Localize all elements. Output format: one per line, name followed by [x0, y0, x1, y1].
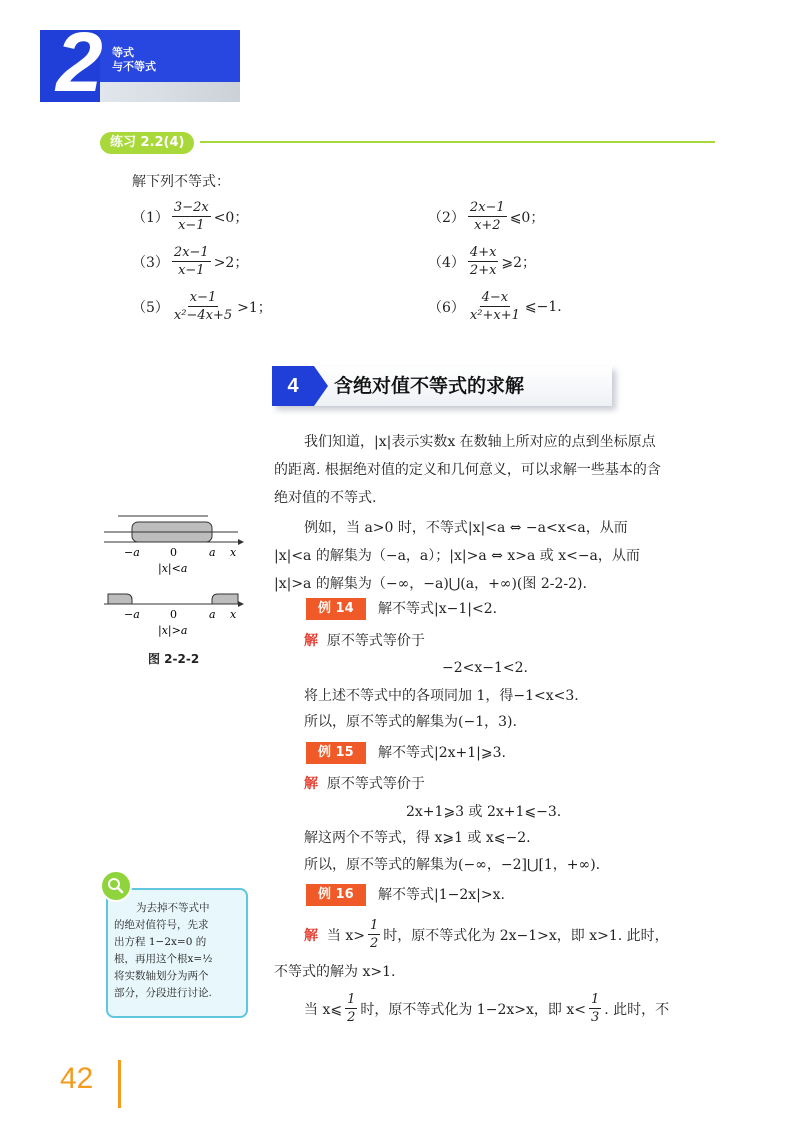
solution-line: 2x+1⩾3 或 2x+1⩽−3. [406, 804, 562, 820]
number-line-figure [104, 508, 252, 638]
solution-line: −2<x−1<2. [442, 660, 528, 676]
solution-text: . 此时，不 [604, 1001, 670, 1018]
magnifier-icon [100, 870, 132, 902]
tick-label: 0 [170, 608, 177, 621]
page-number-rule [118, 1060, 121, 1108]
fraction-denominator: x+2 [474, 218, 501, 233]
interval-shade [108, 594, 132, 604]
tip-line: 出方程 1−2x=0 的 [114, 936, 207, 948]
section-title: 含绝对值不等式的求解 [334, 375, 525, 397]
figure-caption: 图 2-2-2 [148, 652, 200, 666]
fraction-numerator: 4−x [481, 290, 509, 305]
tick-label: x [230, 608, 237, 621]
tip-line: 将实数轴划分为两个 [114, 970, 209, 982]
tick-label: 0 [170, 546, 177, 559]
problem-tail: >1； [237, 299, 272, 316]
fraction-numerator: 2x−1 [469, 200, 505, 215]
fraction-denominator: 2 [369, 936, 379, 951]
exercise-label: 练习 2.2(4) [100, 132, 194, 154]
example-problem: 解不等式|2x+1|⩾3. [378, 745, 506, 761]
tip-line: 为去掉不等式中 [136, 902, 210, 914]
chapter-title-line1: 等式 [112, 46, 134, 59]
fraction-denominator: 3 [590, 1010, 600, 1025]
tick-label: a [209, 608, 216, 621]
solution-text: 当 x⩽ [304, 1001, 343, 1018]
problem-tail: ⩽0； [509, 209, 545, 226]
exercise-problem-3 [132, 245, 248, 278]
fraction-numerator: 1 [369, 918, 379, 933]
solution-text: 原不等式等价于 [326, 633, 425, 649]
axis-arrow-icon [238, 539, 244, 545]
exercise-problem-1 [132, 200, 248, 233]
problem-index: （5） [132, 299, 169, 316]
problem-index: （2） [428, 209, 465, 226]
fraction-denominator: 2 [347, 1010, 356, 1025]
problem-tail: ⩽−1. [524, 298, 562, 315]
chapter-title-line2: 与不等式 [112, 60, 156, 73]
problem-index: （4） [428, 254, 465, 271]
problem-fraction [468, 290, 522, 323]
solution-line: 解这两个不等式，得 x⩾1 或 x⩽−2. [304, 830, 531, 846]
tip-line: 部分，分段进行讨论. [114, 987, 212, 999]
example-badge: 例 15 [306, 742, 366, 764]
solution-label: 解 [304, 633, 318, 649]
fraction-one-third [589, 992, 601, 1025]
exercise-divider [200, 141, 715, 143]
solution-text: 时，原不等式化为 1−2x>x，即 x< [360, 1001, 586, 1018]
solution-line [304, 918, 669, 951]
problem-fraction [172, 290, 234, 323]
intro-line: 的距离. 根据绝对值的定义和几何意义，可以求解一些基本的含 [274, 462, 661, 478]
fraction-one-half [368, 918, 380, 951]
intro-line: |x|>a 的解集为（−∞，−a)⋃(a，+∞)(图 2-2-2). [274, 576, 587, 592]
intro-line: 我们知道，|x|表示实数x 在数轴上所对应的点到坐标原点 [304, 434, 656, 450]
exercise-problem-2 [428, 200, 544, 233]
tip-text [114, 900, 238, 1002]
intro-line: 绝对值的不等式. [274, 490, 377, 506]
solution-label: 解 [304, 776, 318, 792]
exercise-problem-4 [428, 245, 536, 278]
solution-line: 所以，原不等式的解集为(−∞，−2]⋃[1，+∞). [304, 857, 601, 873]
exercise-prompt: 解下列不等式： [132, 174, 230, 190]
fraction-one-half [345, 992, 357, 1025]
interval-shade [212, 594, 238, 604]
problem-tail: >2； [213, 254, 249, 271]
solution-line [304, 631, 425, 651]
fraction-denominator: x−1 [178, 218, 205, 233]
fraction-numerator: 4+x [469, 245, 497, 260]
page-number: 42 [60, 1062, 94, 1095]
problem-fraction [468, 245, 499, 278]
fraction-numerator: x−1 [189, 290, 217, 305]
solution-line [304, 774, 425, 794]
tip-line: 根，再用这个根x=½ [114, 953, 213, 965]
tick-label: a [209, 546, 216, 559]
figure-subcaption: |x|>a [158, 624, 188, 637]
fraction-numerator: 3−2x [173, 200, 209, 215]
fraction-numerator: 1 [347, 992, 356, 1007]
tick-label: −a [124, 546, 140, 559]
tip-line: 的绝对值符号，先求 [114, 919, 209, 931]
fraction-denominator: x²+x+1 [469, 308, 520, 323]
section-arrow-icon [314, 366, 328, 406]
problem-tail: <0； [213, 209, 249, 226]
intro-line: 例如，当 a>0 时，不等式|x|<a ⇔ −a<x<a，从而 [304, 520, 628, 536]
figure-subcaption: |x|<a [158, 562, 188, 575]
solution-text: 原不等式等价于 [326, 776, 425, 792]
solution-text: 时，原不等式化为 2x−1>x，即 x>1. 此时， [383, 927, 669, 944]
fraction-numerator: 1 [590, 992, 600, 1007]
exercise-problem-5 [132, 290, 272, 323]
problem-index: （1） [132, 209, 169, 226]
solution-line [304, 992, 669, 1025]
problem-tail: ⩾2； [501, 254, 537, 271]
solution-line: 不等式的解为 x>1. [274, 964, 396, 980]
fraction-numerator: 2x−1 [173, 245, 209, 260]
solution-line: 将上述不等式中的各项同加 1，得−1<x<3. [304, 688, 579, 704]
magnifier-glyph [102, 872, 130, 900]
fraction-denominator: 2+x [469, 263, 497, 278]
tick-label: −a [124, 608, 140, 621]
problem-fraction [172, 200, 211, 233]
example-problem: 解不等式|1−2x|>x. [378, 887, 505, 903]
problem-index: （6） [428, 299, 465, 316]
exercise-problem-6 [428, 290, 562, 323]
example-badge: 例 16 [306, 884, 366, 906]
axis-arrow-icon [238, 601, 244, 607]
problem-index: （3） [132, 254, 169, 271]
example-problem: 解不等式|x−1|<2. [378, 601, 498, 617]
fraction-denominator: x−1 [178, 263, 205, 278]
tick-label: x [230, 546, 237, 559]
solution-line: 所以，原不等式的解集为(−1，3). [304, 714, 517, 730]
chapter-title [112, 46, 156, 74]
solution-text: 当 x> [326, 927, 365, 944]
example-badge: 例 14 [306, 598, 366, 620]
section-number: 4 [272, 366, 314, 406]
chapter-number: 2 [56, 15, 103, 109]
problem-fraction [468, 200, 507, 233]
solution-label: 解 [304, 927, 318, 944]
fraction-denominator: x²−4x+5 [173, 308, 233, 323]
problem-fraction [172, 245, 211, 278]
intro-line: |x|<a 的解集为（−a，a）；|x|>a ⇔ x>a 或 x<−a，从而 [274, 548, 640, 564]
